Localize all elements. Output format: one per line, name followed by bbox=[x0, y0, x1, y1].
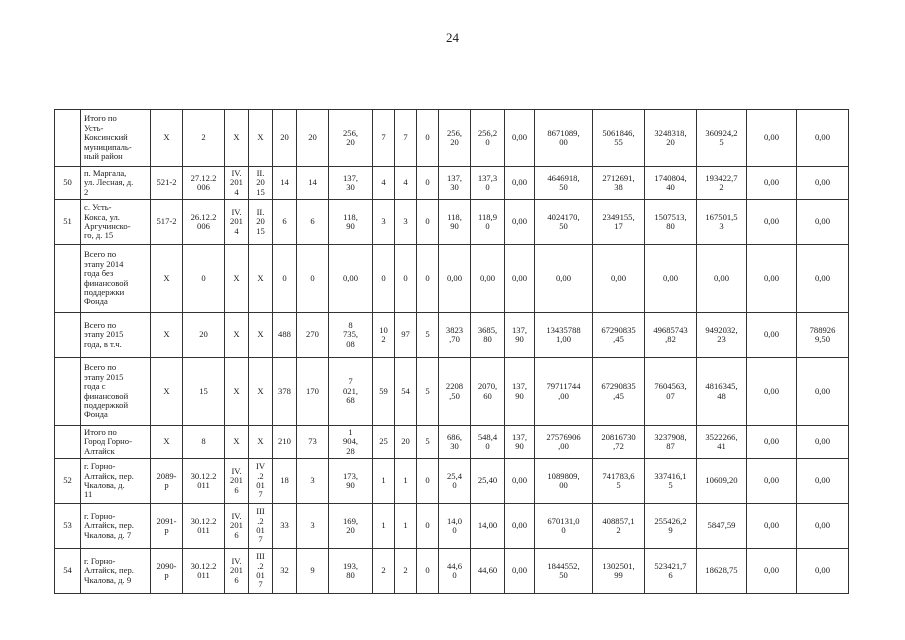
table-cell bbox=[55, 313, 81, 358]
table-row bbox=[55, 549, 849, 594]
table-cell: Всего по этапу 2015 года с финансовой поддержкой Фонда bbox=[81, 358, 151, 426]
table-row bbox=[55, 245, 849, 313]
table-cell: 137, 90 bbox=[505, 358, 535, 426]
table-cell: 0 bbox=[183, 245, 225, 313]
table-cell: II. 20 15 bbox=[249, 167, 273, 200]
table-cell: 27.12.2 006 bbox=[183, 167, 225, 200]
table-row bbox=[55, 358, 849, 426]
table-cell: 0,00 bbox=[747, 358, 797, 426]
table-cell bbox=[55, 426, 81, 459]
table-cell: 7604563, 07 bbox=[645, 358, 697, 426]
table-cell: 137, 30 bbox=[439, 167, 471, 200]
table-cell: IV. 201 4 bbox=[225, 167, 249, 200]
table-cell: 3 bbox=[297, 504, 329, 549]
table-cell: 0,00 bbox=[797, 110, 849, 167]
table-cell: II. 20 15 bbox=[249, 200, 273, 245]
table-cell: Итого по Город Горно- Алтайск bbox=[81, 426, 151, 459]
table-cell: 13435788 1,00 bbox=[535, 313, 593, 358]
table-cell: Х bbox=[151, 358, 183, 426]
table-cell: 0,00 bbox=[747, 549, 797, 594]
table-cell: 0 bbox=[417, 245, 439, 313]
table-cell: IV. 201 6 bbox=[225, 504, 249, 549]
table-cell: Х bbox=[249, 426, 273, 459]
table-cell: III .2 01 7 bbox=[249, 549, 273, 594]
table-cell: г. Горно- Алтайск, пер. Чкалова, д. 9 bbox=[81, 549, 151, 594]
table-cell: 378 bbox=[273, 358, 297, 426]
table-cell: 14 bbox=[273, 167, 297, 200]
table-cell: 25,40 bbox=[471, 459, 505, 504]
table-cell: Х bbox=[225, 358, 249, 426]
table-cell bbox=[55, 358, 81, 426]
table-cell: 118,9 0 bbox=[471, 200, 505, 245]
table-cell: 0,00 bbox=[505, 245, 535, 313]
table-cell: 0,00 bbox=[747, 504, 797, 549]
table-cell: 1 904, 28 bbox=[329, 426, 373, 459]
table-cell: 8671089, 00 bbox=[535, 110, 593, 167]
table-cell: Х bbox=[225, 426, 249, 459]
housing-program-table bbox=[54, 109, 849, 594]
table-cell: 0 bbox=[417, 504, 439, 549]
table-cell: 0,00 bbox=[747, 313, 797, 358]
table-cell: 173, 90 bbox=[329, 459, 373, 504]
table-cell: 7 bbox=[395, 110, 417, 167]
table-cell: 0,00 bbox=[505, 459, 535, 504]
table-row bbox=[55, 504, 849, 549]
table-cell: 10 2 bbox=[373, 313, 395, 358]
table-cell: 0,00 bbox=[797, 245, 849, 313]
table-cell: 0,00 bbox=[505, 200, 535, 245]
table-cell: 255426,2 9 bbox=[645, 504, 697, 549]
table-cell: 53 bbox=[55, 504, 81, 549]
table-cell: 0,00 bbox=[747, 426, 797, 459]
table-cell: 6 bbox=[273, 200, 297, 245]
table-cell: 2 bbox=[183, 110, 225, 167]
table-cell: 51 bbox=[55, 200, 81, 245]
table-cell: 488 bbox=[273, 313, 297, 358]
table-cell: 0,00 bbox=[797, 426, 849, 459]
table-cell: Х bbox=[225, 313, 249, 358]
table-cell: 0,00 bbox=[505, 504, 535, 549]
table-cell: 14,0 0 bbox=[439, 504, 471, 549]
table-cell: 30.12.2 011 bbox=[183, 549, 225, 594]
table-cell bbox=[55, 110, 81, 167]
table-cell: 9 bbox=[297, 549, 329, 594]
table-cell: 30.12.2 011 bbox=[183, 504, 225, 549]
table-cell: 118, 90 bbox=[329, 200, 373, 245]
table-cell: 14,00 bbox=[471, 504, 505, 549]
table-cell: 5 bbox=[417, 313, 439, 358]
table-cell: Х bbox=[151, 245, 183, 313]
table-cell: 0,00 bbox=[797, 459, 849, 504]
table-cell: 360924,2 5 bbox=[697, 110, 747, 167]
table-cell: 256, 20 bbox=[439, 110, 471, 167]
table-cell: Х bbox=[249, 313, 273, 358]
table-cell: 33 bbox=[273, 504, 297, 549]
table-row bbox=[55, 459, 849, 504]
table-cell: 3685, 80 bbox=[471, 313, 505, 358]
table-cell: 0,00 bbox=[535, 245, 593, 313]
table-cell: 20 bbox=[183, 313, 225, 358]
table-cell: Х bbox=[249, 245, 273, 313]
table-cell: 54 bbox=[55, 549, 81, 594]
table-cell: Х bbox=[225, 245, 249, 313]
table-cell: 193422,7 2 bbox=[697, 167, 747, 200]
table-cell: 4 bbox=[395, 167, 417, 200]
table-cell: 25,4 0 bbox=[439, 459, 471, 504]
table-cell: Всего по этапу 2015 года, в т.ч. bbox=[81, 313, 151, 358]
table-cell: 26.12.2 006 bbox=[183, 200, 225, 245]
table-cell: 0,00 bbox=[747, 459, 797, 504]
table-cell: 0 bbox=[395, 245, 417, 313]
table-cell: 0,00 bbox=[593, 245, 645, 313]
table-cell: 0,00 bbox=[505, 167, 535, 200]
table-cell: 0,00 bbox=[471, 245, 505, 313]
table-cell: 18628,75 bbox=[697, 549, 747, 594]
table-cell: IV .2 01 7 bbox=[249, 459, 273, 504]
table-cell: 0 bbox=[417, 167, 439, 200]
table-cell: 0 bbox=[297, 245, 329, 313]
table-cell: 20 bbox=[273, 110, 297, 167]
table-cell: 670131,0 0 bbox=[535, 504, 593, 549]
table-cell: 8 735, 08 bbox=[329, 313, 373, 358]
table-cell: 2070, 60 bbox=[471, 358, 505, 426]
table-cell: 0,00 bbox=[329, 245, 373, 313]
table-cell: Х bbox=[151, 110, 183, 167]
table-cell: 5847,59 bbox=[697, 504, 747, 549]
table-cell: 2349155, 17 bbox=[593, 200, 645, 245]
table-cell: 1 bbox=[373, 459, 395, 504]
table-cell: 3 bbox=[373, 200, 395, 245]
table-cell: 50 bbox=[55, 167, 81, 200]
table-cell: 741783,6 5 bbox=[593, 459, 645, 504]
table-cell: 0,00 bbox=[747, 110, 797, 167]
table-cell: 517-2 bbox=[151, 200, 183, 245]
table-cell: 0,00 bbox=[747, 245, 797, 313]
table-cell: 3823 ,70 bbox=[439, 313, 471, 358]
table-cell: 2089- р bbox=[151, 459, 183, 504]
table-cell: 169, 20 bbox=[329, 504, 373, 549]
table-cell: 67290835 ,45 bbox=[593, 358, 645, 426]
table-cell: 1089809, 00 bbox=[535, 459, 593, 504]
table-cell: Всего по этапу 2014 года без финансовой поддержки Фонда bbox=[81, 245, 151, 313]
table-cell: III .2 01 7 bbox=[249, 504, 273, 549]
table-cell: 167501,5 3 bbox=[697, 200, 747, 245]
table-cell: г. Горно- Алтайск, пер. Чкалова, д. 7 bbox=[81, 504, 151, 549]
table-cell: 3 bbox=[395, 200, 417, 245]
table-cell: 49685743 ,82 bbox=[645, 313, 697, 358]
table-cell bbox=[55, 245, 81, 313]
table-cell: 2208 ,50 bbox=[439, 358, 471, 426]
table-cell: 137,3 0 bbox=[471, 167, 505, 200]
table-cell: 337416,1 5 bbox=[645, 459, 697, 504]
table-cell: 1507513, 80 bbox=[645, 200, 697, 245]
table-cell: 79711744 ,00 bbox=[535, 358, 593, 426]
table-cell: 4024170, 50 bbox=[535, 200, 593, 245]
table-cell: 0,00 bbox=[797, 549, 849, 594]
table-cell: 1 bbox=[373, 504, 395, 549]
table-cell: 5 bbox=[417, 426, 439, 459]
table-cell: 256, 20 bbox=[329, 110, 373, 167]
table-cell: IV. 201 4 bbox=[225, 200, 249, 245]
table-cell: г. Горно- Алтайск, пер. Чкалова, д. 11 bbox=[81, 459, 151, 504]
table-cell: п. Маргала, ул. Лесная, д. 2 bbox=[81, 167, 151, 200]
table-cell: Х bbox=[151, 426, 183, 459]
table-cell: 1302501, 99 bbox=[593, 549, 645, 594]
table-cell: 97 bbox=[395, 313, 417, 358]
table-cell: 3522266, 41 bbox=[697, 426, 747, 459]
table-cell: IV. 201 6 bbox=[225, 459, 249, 504]
table-cell: 2712691, 38 bbox=[593, 167, 645, 200]
table-cell: 2 bbox=[395, 549, 417, 594]
table-cell: 4816345, 48 bbox=[697, 358, 747, 426]
table-cell: Итого по Усть- Коксинский муниципаль- ный район bbox=[81, 110, 151, 167]
table-cell: 3237908, 87 bbox=[645, 426, 697, 459]
table-cell: 20 bbox=[297, 110, 329, 167]
table-row bbox=[55, 167, 849, 200]
table-cell: 5061846, 55 bbox=[593, 110, 645, 167]
table-cell: 5 bbox=[417, 358, 439, 426]
table-cell: 20 bbox=[395, 426, 417, 459]
table-cell: 193, 80 bbox=[329, 549, 373, 594]
table-cell: 44,6 0 bbox=[439, 549, 471, 594]
table-cell: 67290835 ,45 bbox=[593, 313, 645, 358]
table-cell: IV. 201 6 bbox=[225, 549, 249, 594]
table-cell: 30.12.2 011 bbox=[183, 459, 225, 504]
table-cell: 523421,7 6 bbox=[645, 549, 697, 594]
table-cell: Х bbox=[225, 110, 249, 167]
table-cell: 3248318, 20 bbox=[645, 110, 697, 167]
table-row bbox=[55, 110, 849, 167]
table-cell: 15 bbox=[183, 358, 225, 426]
table-cell: 0,00 bbox=[797, 358, 849, 426]
table-cell: 0,00 bbox=[505, 110, 535, 167]
table-cell: 9492032, 23 bbox=[697, 313, 747, 358]
table-cell: 1740804, 40 bbox=[645, 167, 697, 200]
table-cell: 137, 30 bbox=[329, 167, 373, 200]
table-cell: 10609,20 bbox=[697, 459, 747, 504]
table-cell: 408857,1 2 bbox=[593, 504, 645, 549]
table-cell: 59 bbox=[373, 358, 395, 426]
table-cell: с. Усть- Кокса, ул. Аргучинско- го, д. 15 bbox=[81, 200, 151, 245]
table-cell: 0 bbox=[273, 245, 297, 313]
table-cell: 1 bbox=[395, 504, 417, 549]
table-cell: 0,00 bbox=[505, 549, 535, 594]
table-cell: 210 bbox=[273, 426, 297, 459]
table-row bbox=[55, 200, 849, 245]
table-cell: 3 bbox=[297, 459, 329, 504]
table-cell: 6 bbox=[297, 200, 329, 245]
table-cell: 0 bbox=[417, 549, 439, 594]
table-cell: 118, 90 bbox=[439, 200, 471, 245]
table-row bbox=[55, 426, 849, 459]
table-cell: 7 021, 68 bbox=[329, 358, 373, 426]
table-cell: 54 bbox=[395, 358, 417, 426]
table-row bbox=[55, 313, 849, 358]
table-cell: 73 bbox=[297, 426, 329, 459]
table-cell: 521-2 bbox=[151, 167, 183, 200]
table-cell: 0 bbox=[417, 459, 439, 504]
table-cell: 137, 90 bbox=[505, 426, 535, 459]
table-cell: 0,00 bbox=[697, 245, 747, 313]
table-cell: 137, 90 bbox=[505, 313, 535, 358]
table-cell: 1844552, 50 bbox=[535, 549, 593, 594]
table-cell: 14 bbox=[297, 167, 329, 200]
table-cell: 0,00 bbox=[747, 167, 797, 200]
table-cell: 0 bbox=[417, 110, 439, 167]
table-cell: 2091- р bbox=[151, 504, 183, 549]
table-cell: 44,60 bbox=[471, 549, 505, 594]
table-cell: 0,00 bbox=[797, 167, 849, 200]
table-cell: 170 bbox=[297, 358, 329, 426]
table-cell: 27576906 ,00 bbox=[535, 426, 593, 459]
table-cell: 0,00 bbox=[645, 245, 697, 313]
table-cell: 0,00 bbox=[797, 200, 849, 245]
table-cell: 0,00 bbox=[747, 200, 797, 245]
table-cell: Х bbox=[249, 358, 273, 426]
table-cell: 686, 30 bbox=[439, 426, 471, 459]
table-cell: 7 bbox=[373, 110, 395, 167]
table-cell: 52 bbox=[55, 459, 81, 504]
table-cell: 0,00 bbox=[439, 245, 471, 313]
table-cell: 18 bbox=[273, 459, 297, 504]
table-cell: 256,2 0 bbox=[471, 110, 505, 167]
table-cell: 0 bbox=[373, 245, 395, 313]
table-cell: 4 bbox=[373, 167, 395, 200]
table-cell: 4646918, 50 bbox=[535, 167, 593, 200]
table-cell: 548,4 0 bbox=[471, 426, 505, 459]
table-cell: Х bbox=[151, 313, 183, 358]
table-cell: 788926 9,50 bbox=[797, 313, 849, 358]
table-cell: 32 bbox=[273, 549, 297, 594]
table-cell: 2090- р bbox=[151, 549, 183, 594]
table-cell: 1 bbox=[395, 459, 417, 504]
table-cell: 25 bbox=[373, 426, 395, 459]
table-cell: 2 bbox=[373, 549, 395, 594]
table-cell: 8 bbox=[183, 426, 225, 459]
table-cell: 270 bbox=[297, 313, 329, 358]
table-cell: 0,00 bbox=[797, 504, 849, 549]
table-cell: 0 bbox=[417, 200, 439, 245]
table-cell: 20816730 ,72 bbox=[593, 426, 645, 459]
table-cell: Х bbox=[249, 110, 273, 167]
page-number: 24 bbox=[446, 30, 459, 45]
